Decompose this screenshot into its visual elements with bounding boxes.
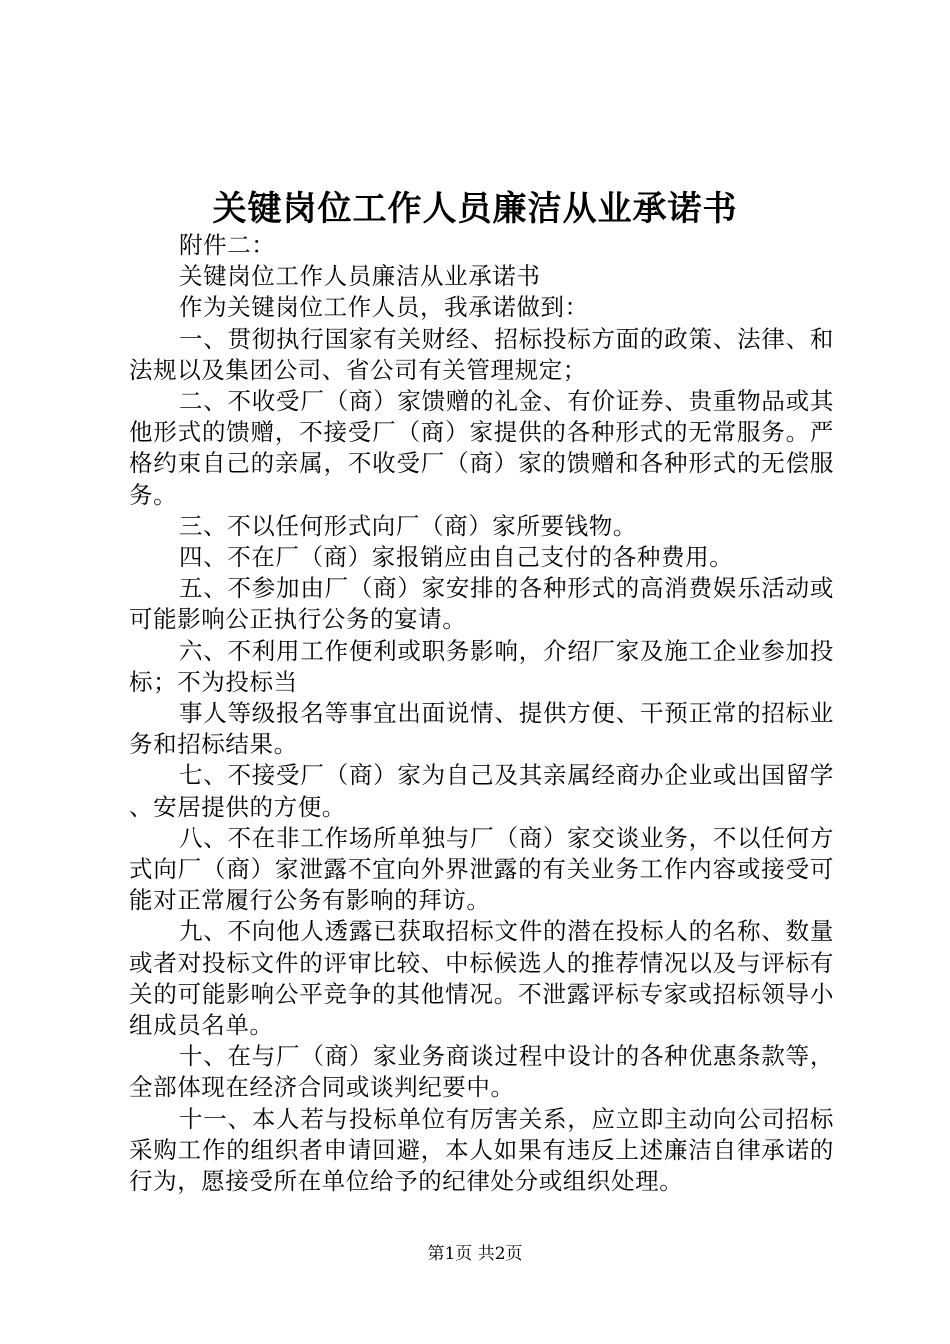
paragraph-item-6: 六、不利用工作便利或职务影响，介绍厂家及施工企业参加投标；不为投标当 — [129, 636, 834, 696]
paragraph-item-1: 一、贯彻执行国家有关财经、招标投标方面的政策、法律、和法规以及集团公司、省公司有关管理规定； — [129, 324, 834, 384]
paragraph-item-9: 九、不向他人透露已获取招标文件的潜在投标人的名称、数量或者对投标文件的评审比较、中标候选人的推荐情况以及与评标有关的可能影响公平竞争的其他情况。不泄露评标专家或招标领导小组成员名单。 — [129, 917, 834, 1040]
paragraph-attachment-label: 附件二： — [179, 231, 276, 259]
paragraph-item-10: 十、在与厂（商）家业务商谈过程中设计的各种优惠条款等，全部体现在经济合同或谈判纪要中。 — [129, 1042, 834, 1102]
paragraph-item-3: 三、不以任何形式向厂（商）家所要钱物。 — [179, 511, 637, 540]
paragraph-item-11: 十一、本人若与投标单位有厉害关系，应立即主动向公司招标采购工作的组织者申请回避，本人如果有违反上述廉洁自律承诺的行为，愿接受所在单位给予的纪律处分或组织处理。 — [129, 1104, 834, 1196]
paragraph-item-8: 八、不在非工作场所单独与厂（商）家交谈业务，不以任何方式向厂（商）家泄露不宜向外界泄露的有关业务工作内容或接受可能对正常履行公务有影响的拜访。 — [129, 823, 834, 915]
document-title: 关键岗位工作人员廉洁从业承诺书 — [212, 189, 738, 229]
paragraph-item-7: 七、不接受厂（商）家为自己及其亲属经商办企业或出国留学、安居提供的方便。 — [129, 761, 834, 821]
paragraph-item-2: 二、不收受厂（商）家馈赠的礼金、有价证券、贵重物品或其他形式的馈赠，不接受厂（商）家提供的各种形式的无常服务。严格约束自己的亲属，不收受厂（商）家的馈赠和各种形式的无偿服务。 — [129, 387, 834, 509]
paragraph-item-4: 四、不在厂（商）家报销应由自己支付的各种费用。 — [179, 543, 734, 572]
paragraph-item-6-continued: 事人等级报名等事宜出面说情、提供方便、干预正常的招标业务和招标结果。 — [129, 699, 834, 759]
document-body — [129, 230, 834, 1197]
paragraph-subtitle: 关键岗位工作人员廉洁从业承诺书 — [179, 262, 541, 291]
paragraph-item-5: 五、不参加由厂（商）家安排的各种形式的高消费娱乐活动或可能影响公正执行公务的宴请。 — [129, 574, 834, 634]
paragraph-intro: 作为关键岗位工作人员，我承诺做到： — [179, 293, 589, 322]
page-number-footer: 第1页 共2页 — [427, 1244, 523, 1264]
